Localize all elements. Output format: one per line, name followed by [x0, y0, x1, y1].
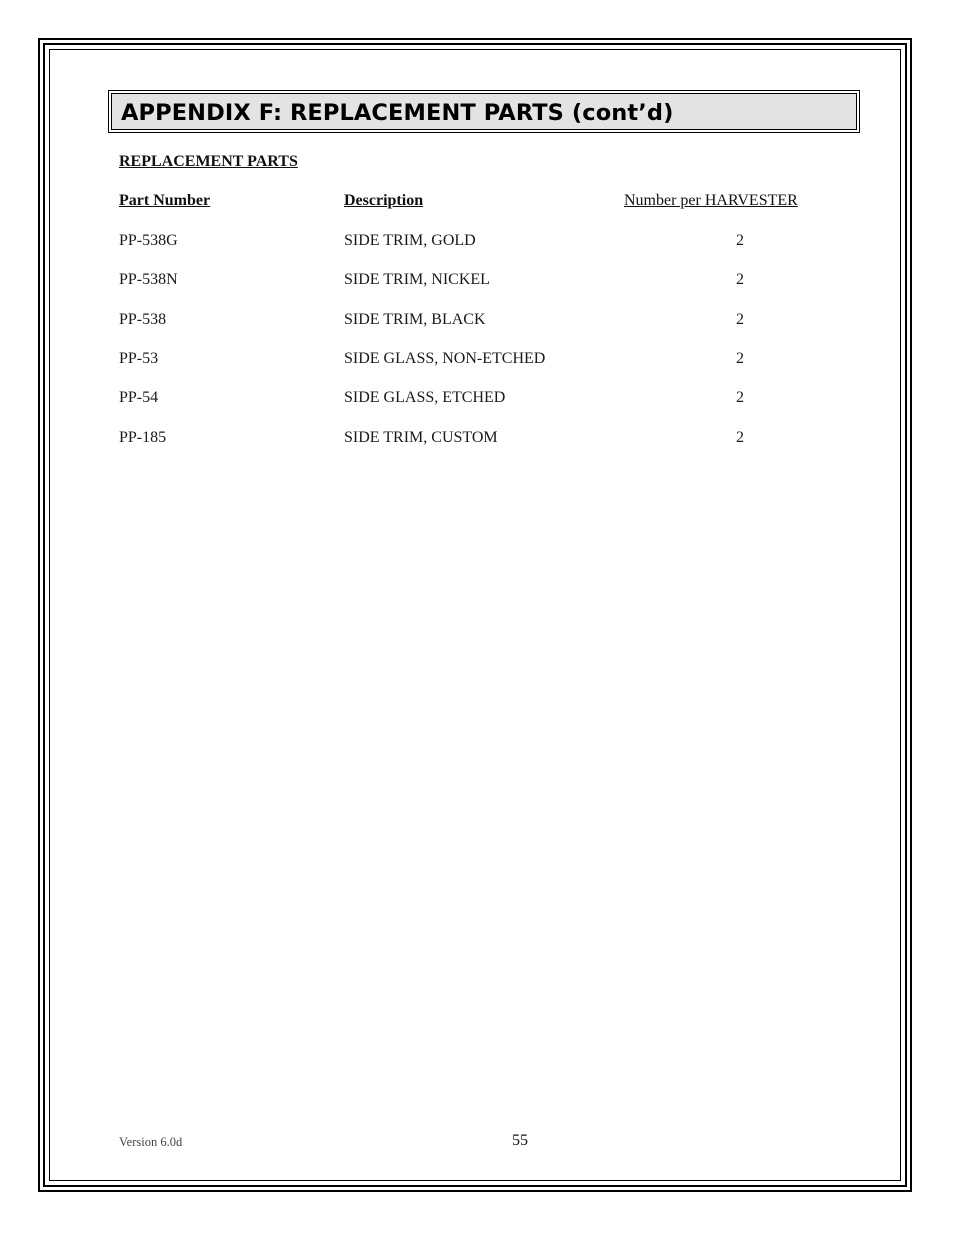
- part-number-cell: PP-538G: [119, 232, 178, 249]
- quantity-cell: 2: [736, 232, 744, 249]
- appendix-heading-box: [108, 90, 860, 133]
- description-cell: SIDE GLASS, ETCHED: [344, 389, 506, 406]
- description-cell: SIDE TRIM, BLACK: [344, 311, 486, 328]
- table-row: [0, 311, 954, 331]
- column-header-part-number: Part Number: [119, 192, 211, 209]
- part-number-cell: PP-538N: [119, 271, 178, 288]
- quantity-cell: 2: [736, 311, 744, 328]
- footer-page-number: 55: [512, 1132, 528, 1149]
- table-row: [0, 232, 954, 252]
- appendix-heading-shade: [111, 93, 857, 130]
- part-number-cell: PP-54: [119, 389, 159, 406]
- quantity-cell: 2: [736, 350, 744, 367]
- table-row: [0, 389, 954, 409]
- description-cell: SIDE TRIM, CUSTOM: [344, 429, 498, 446]
- part-number-cell: PP-53: [119, 350, 159, 367]
- table-row: [0, 271, 954, 291]
- appendix-heading: APPENDIX F: REPLACEMENT PARTS (cont’d): [121, 100, 674, 126]
- quantity-cell: 2: [736, 429, 744, 446]
- description-cell: SIDE TRIM, GOLD: [344, 232, 476, 249]
- description-cell: SIDE TRIM, NICKEL: [344, 271, 490, 288]
- table-row: [0, 350, 954, 370]
- column-header-quantity: Number per HARVESTER: [624, 192, 798, 209]
- part-number-cell: PP-538: [119, 311, 167, 328]
- column-header-description: Description: [344, 192, 424, 209]
- quantity-cell: 2: [736, 271, 744, 288]
- footer-version: Version 6.0d: [119, 1135, 183, 1149]
- part-number-cell: PP-185: [119, 429, 167, 446]
- page-border-inner: [49, 49, 901, 1181]
- quantity-cell: 2: [736, 389, 744, 406]
- description-cell: SIDE GLASS, NON-ETCHED: [344, 350, 546, 367]
- section-title: REPLACEMENT PARTS: [119, 153, 298, 170]
- table-row: [0, 429, 954, 449]
